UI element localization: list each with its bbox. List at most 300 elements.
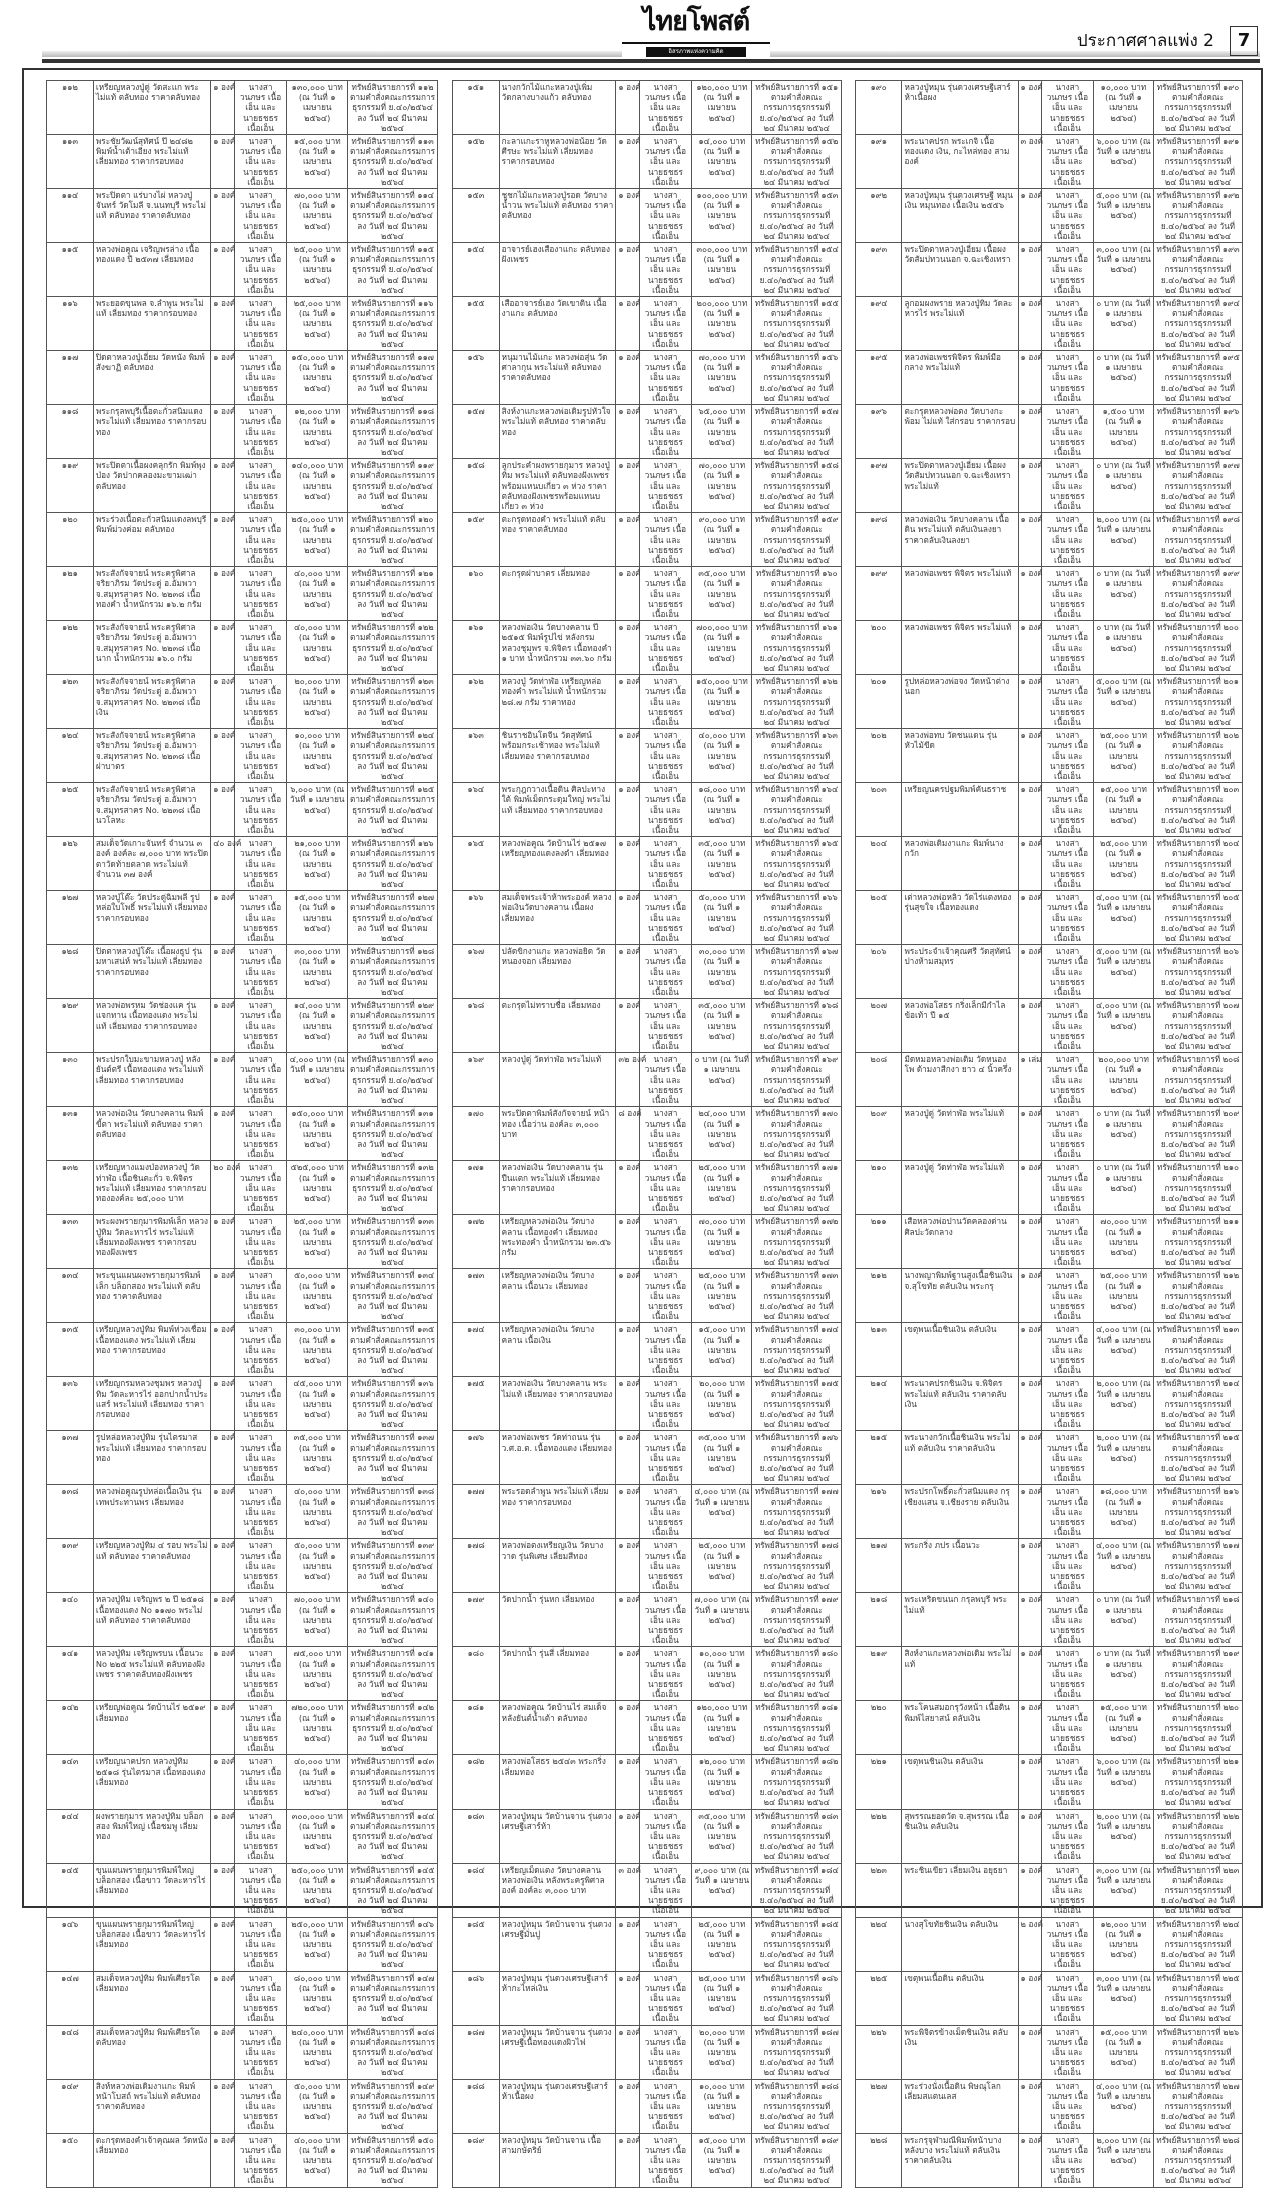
item-reference: [348, 459, 438, 513]
ref-item-number: ๑๑๗: [417, 352, 434, 363]
item-quantity: ๑ องค์: [211, 783, 234, 837]
item-quantity: ๑ องค์: [211, 621, 234, 675]
ref-item-number: ๒๐๔: [1222, 838, 1240, 849]
price-value: ๒๕,๐๐๐: [698, 1162, 728, 1173]
item-description: วัดปากน้ำ รุ่นหก เลี่ยมทอง: [499, 1593, 616, 1647]
item-quantity: ๑ องค์: [211, 135, 234, 189]
price-date: บาท (ณ วันที่ ๑ เมษายน ๒๕๖๔): [298, 190, 341, 231]
price-value: ๒๕,๐๐๐: [698, 1972, 728, 1983]
ref-item-number: ๑๔๓: [417, 1756, 435, 1767]
price-date: บาท (ณ วันที่ ๑ เมษายน ๒๕๖๔): [703, 568, 746, 609]
item-reference: [752, 1485, 842, 1539]
item-price: [692, 405, 752, 459]
item-reference: [1153, 1647, 1242, 1701]
price-value: ๒๕,๐๐๐: [293, 298, 323, 309]
item-description: พระโคนสมอกรุวังหน้า เนื้อดิน พิมพ์ไสยาสน์ ตลับเงิน: [902, 1701, 1018, 1755]
item-description: หลวงพ่อโสธร กริ่งเล็กมีกำไลข้อเท้า ปี ๑๕: [902, 999, 1018, 1053]
item-quantity: ๑ องค์: [1018, 1377, 1041, 1431]
item-reference: [752, 1755, 842, 1809]
item-description: หลวงปู่โต๊ะ วัดประดู่ฉิมพลี รูปหล่อใบโพธิ์ พระไม่แท้ เลี่ยมทอง ราคากรอบทอง: [93, 891, 210, 945]
price-date: บาท (ณ วันที่ ๑ เมษายน ๒๕๖๔): [703, 784, 746, 825]
table-row: [47, 1215, 438, 1269]
item-description: สมเด็จพระเจ้าห้าพระองค์ หลวงพ่อเงินวัดบางคลาน เนื้อผง เลี่ยมทอง: [499, 891, 616, 945]
item-description: ตะกรุดไม่ทราบชื่อ เลี่ยมทอง: [499, 999, 616, 1053]
item-price: [692, 1269, 752, 1323]
item-holder: นางสาวนภษร เนื้อเอ็น และ นายธชธร เนื้อเอ็น: [639, 243, 692, 297]
item-number: ๑๓๕: [47, 1323, 94, 1377]
ref-prefix: ทรัพย์สินรายการที่: [350, 1702, 418, 1713]
ref-item-number: ๑๗๒: [821, 1216, 839, 1227]
item-quantity: ๑ องค์: [1018, 81, 1041, 135]
ref-prefix: ทรัพย์สินรายการที่: [754, 460, 822, 471]
item-reference: [752, 567, 842, 621]
item-price: [692, 621, 752, 675]
item-price: [1093, 1107, 1153, 1161]
item-quantity: ๑ องค์: [211, 297, 234, 351]
table-row: [856, 783, 1243, 837]
price-value: ๒๐๐,๐๐๐: [696, 298, 730, 309]
ref-prefix: ทรัพย์สินรายการที่: [1156, 568, 1223, 579]
item-number: ๒๐๗: [856, 999, 902, 1053]
item-number: ๑๗๑: [453, 1161, 500, 1215]
table-row: [453, 1485, 842, 1539]
price-date: บาท (ณ วันที่ ๑ เมษายน ๒๕๖๔): [703, 1000, 746, 1041]
ref-item-number: ๑๓๑: [417, 1108, 434, 1119]
item-price: [692, 351, 752, 405]
ref-prefix: ทรัพย์สินรายการที่: [1156, 1216, 1224, 1227]
item-quantity: ๑ องค์: [211, 729, 234, 783]
ref-item-number: ๑๒๒: [417, 622, 434, 633]
ref-prefix: ทรัพย์สินรายการที่: [350, 1324, 418, 1335]
item-price: [287, 837, 348, 891]
item-description: พระสังกัจจายน์ พระครูพิศาลจริยาภิรม วัดประดู่ อ.อัมพวา จ.สมุทรสาคร No. ๒๒๓๘ เนื้อเงิน: [93, 675, 210, 729]
price-date: บาท (ณ วันที่ ๑ เมษายน ๒๕๖๔): [1101, 1108, 1151, 1139]
ref-order: ตามคำสั่งคณะกรรมการธุรกรรมที่ ย.๔๐/๒๕๖๔ ลง วันที่ ๒๔ มีนาคม ๒๕๖๔: [759, 1550, 834, 1592]
item-reference: [1153, 999, 1242, 1053]
item-description: ตะกรุดทองคำเจ้าคุณผล วัดหนัง เลี่ยมทอง: [93, 2133, 210, 2187]
item-price: [287, 675, 348, 729]
item-reference: [348, 945, 438, 999]
ref-order: ตามคำสั่งคณะกรรมการธุรกรรมที่ ย.๔๐/๒๕๖๔ ลง วันที่ ๒๔ มีนาคม ๒๕๖๔: [759, 1712, 834, 1754]
table-row: [453, 2079, 842, 2133]
item-number: ๑๘๒: [453, 1755, 500, 1809]
item-holder: นางสาวนภษร เนื้อเอ็น และ นายธชธร เนื้อเอ็น: [1041, 1323, 1093, 1377]
ref-item-number: ๑๕๓: [821, 190, 839, 201]
ref-item-number: ๑๔๕: [416, 1864, 435, 1875]
item-reference: [1153, 1323, 1242, 1377]
item-reference: [1153, 729, 1242, 783]
ref-item-number: ๒๑๐: [1223, 1162, 1239, 1173]
ref-prefix: ทรัพย์สินรายการที่: [1156, 1054, 1223, 1065]
item-holder: นางสาวนภษร เนื้อเอ็น และ นายธชธร เนื้อเอ็น: [234, 1539, 287, 1593]
item-description: หลวงพ่อคูณ เจริญพรล่าง เนื้อทองแดง ปี ๒๕๓๗ เลี่ยมทอง: [93, 243, 210, 297]
item-reference: [752, 2079, 842, 2133]
item-price: [287, 189, 348, 243]
item-reference: [348, 1701, 438, 1755]
item-description: เหรียญนาคปรก หลวงปู่ทิม ๒๕๑๘ รุ่นไตรมาส เนื้อทองแดง เลี่ยมทอง: [93, 1755, 210, 1809]
item-reference: [348, 567, 438, 621]
item-price: [1093, 459, 1153, 513]
ref-order: ตามคำสั่งคณะกรรมการธุรกรรมที่ ย.๔๐/๒๕๖๔ ลง วันที่ ๒๔ มีนาคม ๒๕๖๔: [1160, 308, 1236, 349]
item-quantity: ๑ องค์: [616, 1161, 639, 1215]
price-date: บาท (ณ วันที่ ๑ เมษายน ๒๕๖๔): [1096, 1378, 1151, 1409]
ref-prefix: ทรัพย์สินรายการที่: [350, 784, 418, 795]
item-description: หลวงปู่หมุน รุ่นดวงเศรษฐี หมุนเงิน หมุนทอง เนื้อเงิน ๒๕๕๖: [902, 189, 1018, 243]
table-row: [856, 1809, 1243, 1863]
item-description: หลวงปู่หมุน วัดบ้านจาน รุ่นดวงเศรษฐีมั่นปู: [499, 1917, 616, 1971]
item-number: ๑๖๙: [453, 1053, 500, 1107]
item-quantity: ๑ องค์: [1018, 783, 1041, 837]
ref-order: ตามคำสั่งคณะกรรมการธุรกรรมที่ ย.๔๐/๒๕๖๔ ลง วันที่ ๒๔ มีนาคม ๒๕๖๔: [350, 1820, 435, 1862]
price-value: ๒๐,๐๐๐: [698, 1378, 727, 1389]
ref-order: ตามคำสั่งคณะกรรมการธุรกรรมที่ ย.๔๐/๒๕๖๔ ลง วันที่ ๒๔ มีนาคม ๒๕๖๔: [759, 146, 834, 187]
item-description: เหรียญหลวงพ่อเงิน วัดบางคลาน เนื้อเงิน: [499, 1323, 616, 1377]
price-date: บาท (ณ วันที่ ๑ เมษายน ๒๕๖๔): [703, 1918, 746, 1960]
price-date: บาท (ณ วันที่ ๑ เมษายน ๒๕๖๔): [1096, 1324, 1151, 1355]
ref-order: ตามคำสั่งคณะกรรมการธุรกรรมที่ ย.๔๐/๒๕๖๔ ลง วันที่ ๒๔ มีนาคม ๒๕๖๔: [350, 1388, 435, 1430]
item-number: ๑๗๘: [453, 1539, 500, 1593]
price-date: บาท (ณ วันที่ ๑ เมษายน ๒๕๖๔): [703, 82, 748, 123]
price-date: บาท (ณ วันที่ ๑ เมษายน ๒๕๖๔): [703, 1810, 746, 1852]
price-date: บาท (ณ วันที่ ๑ เมษายน ๒๕๖๔): [703, 460, 746, 501]
item-reference: [348, 1323, 438, 1377]
ref-item-number: ๑๘๘: [820, 2080, 839, 2091]
item-quantity: ๓ องค์: [616, 1863, 639, 1917]
masthead-divider: [42, 59, 1260, 63]
ref-item-number: ๑๔๖: [417, 1918, 434, 1929]
price-date: บาท (ณ วันที่ ๑ เมษายน ๒๕๖๔): [703, 622, 748, 663]
table-row: [453, 837, 842, 891]
item-number: ๑๗๗: [453, 1485, 500, 1539]
asset-table-3: [855, 80, 1243, 2188]
item-number: ๑๘๕: [453, 1917, 500, 1971]
ref-prefix: ทรัพย์สินรายการที่: [350, 1486, 418, 1497]
price-value: ๒๐,๐๐๐: [294, 676, 323, 687]
item-reference: [1153, 1809, 1242, 1863]
ref-prefix: ทรัพย์สินรายการที่: [1156, 1324, 1224, 1335]
item-reference: [348, 2025, 438, 2079]
price-value: ๔,๐๐๐: [1095, 1324, 1120, 1335]
ref-prefix: ทรัพย์สินรายการที่: [351, 1108, 418, 1119]
item-reference: [752, 1971, 842, 2025]
ref-order: ตามคำสั่งคณะกรรมการธุรกรรมที่ ย.๔๐/๒๕๖๔ ลง วันที่ ๒๔ มีนาคม ๒๕๖๔: [350, 1064, 435, 1106]
item-price: [287, 135, 348, 189]
item-description: พระร่วงเนื้อตะกั่วสนิมแดงลพบุรี พิมพ์ม่วงค่อม ตลับทอง: [93, 513, 210, 567]
price-value: ๑๐,๐๐๐: [294, 730, 323, 741]
item-description: พระสังกัจจายน์ พระครูพิศาลจริยาภิรม วัดประดู่ อ.อัมพวา จ.สมุทรสาคร No. ๒๒๓๘ เนื้อนาก น้ำหนักรวม ๑๖.๐ กรัม: [93, 621, 210, 675]
table-row: [47, 1701, 438, 1755]
ref-order: ตามคำสั่งคณะกรรมการธุรกรรมที่ ย.๔๐/๒๕๖๔ ลง วันที่ ๒๔ มีนาคม ๒๕๖๔: [759, 362, 834, 403]
item-description: หลวงพ่อพรหม วัดช่องแค รุ่นแจกทาน เนื้อทองแดง พระไม่แท้ เลี่ยมทอง ราคากรอบทอง: [93, 999, 210, 1053]
price-date: บาท (ณ วันที่ ๑ เมษายน ๒๕๖๔): [1096, 1810, 1151, 1841]
item-quantity: ๑ องค์: [616, 891, 639, 945]
table-row: [856, 1647, 1243, 1701]
item-quantity: ๑ องค์: [211, 81, 234, 135]
ref-item-number: ๒๐๗: [1222, 1000, 1240, 1011]
item-quantity: ๑ องค์: [616, 999, 639, 1053]
price-date: บาท (ณ วันที่ ๑ เมษายน ๒๕๖๔): [703, 1270, 746, 1311]
ref-order: ตามคำสั่งคณะกรรมการธุรกรรมที่ ย.๔๐/๒๕๖๔ ลง วันที่ ๒๔ มีนาคม ๒๕๖๔: [1160, 1064, 1236, 1106]
ref-order: ตามคำสั่งคณะกรรมการธุรกรรมที่ ย.๔๐/๒๕๖๔ ลง วันที่ ๒๔ มีนาคม ๒๕๖๔: [350, 1496, 435, 1538]
price-value: ๔,๐๐๐: [289, 1054, 314, 1065]
item-holder: นางสาวนภษร เนื้อเอ็น และ นายธชธร เนื้อเอ็น: [234, 945, 287, 999]
table-row: [856, 1539, 1243, 1593]
table-row: [453, 1647, 842, 1701]
item-description: เขตุพนเนื้อชินเงิน ตลับเงิน: [902, 1323, 1018, 1377]
item-price: [1093, 2079, 1153, 2133]
price-value: ๑๒๐,๐๐๐: [696, 1702, 730, 1713]
item-number: ๒๑๕: [856, 1431, 902, 1485]
ref-prefix: ทรัพย์สินรายการที่: [350, 1810, 417, 1821]
item-quantity: ๑ องค์: [616, 1377, 639, 1431]
price-date: บาท (ณ วันที่ ๑ เมษายน ๒๕๖๔): [298, 244, 341, 285]
ref-order: ตามคำสั่งคณะกรรมการธุรกรรมที่ ย.๔๐/๒๕๖๔ ลง วันที่ ๒๔ มีนาคม ๒๕๖๔: [350, 470, 435, 511]
item-price: [692, 513, 752, 567]
price-value: ๐: [1096, 1162, 1102, 1173]
price-value: ๖,๐๐๐: [290, 784, 314, 795]
item-number: ๒๑๒: [856, 1269, 902, 1323]
table-row: [47, 297, 438, 351]
ref-order: ตามคำสั่งคณะกรรมการธุรกรรมที่ ย.๔๐/๒๕๖๔ ลง วันที่ ๒๔ มีนาคม ๒๕๖๔: [1160, 92, 1236, 133]
table-row: [453, 999, 842, 1053]
ref-prefix: ทรัพย์สินรายการที่: [351, 460, 418, 471]
ref-order: ตามคำสั่งคณะกรรมการธุรกรรมที่ ย.๔๐/๒๕๖๔ ลง วันที่ ๒๔ มีนาคม ๒๕๖๔: [759, 1604, 834, 1646]
item-number: ๑๔๑: [47, 1647, 94, 1701]
item-description: หลวงปู่ดู่ วัดท่าฬ่อ พระไม่แท้: [902, 1107, 1018, 1161]
price-date: บาท (ณ วันที่ ๑ เมษายน ๒๕๖๔): [1105, 1486, 1147, 1528]
item-description: พระประจำเจ้าคุณศรี วัดสุทัศน์ ปางห้ามสมุทร: [902, 945, 1018, 999]
ref-order: ตามคำสั่งคณะกรรมการธุรกรรมที่ ย.๔๐/๒๕๖๔ ลง วันที่ ๒๔ มีนาคม ๒๕๖๔: [350, 1658, 435, 1700]
price-value: ๑๕,๐๐๐: [293, 136, 323, 147]
item-holder: นางสาวนภษร เนื้อเอ็น และ นายธชธร เนื้อเอ็น: [234, 81, 287, 135]
ref-order: ตามคำสั่งคณะกรรมการธุรกรรมที่ ย.๔๐/๒๕๖๔ ลง วันที่ ๒๔ มีนาคม ๒๕๖๔: [759, 1820, 834, 1862]
ref-order: ตามคำสั่งคณะกรรมการธุรกรรมที่ ย.๔๐/๒๕๖๔ ลง วันที่ ๒๔ มีนาคม ๒๕๖๔: [1160, 1334, 1236, 1376]
item-holder: นางสาวนภษร เนื้อเอ็น และ นายธชธร เนื้อเอ็น: [234, 135, 287, 189]
item-reference: [1153, 135, 1242, 189]
price-value: ๒๕,๐๐๐: [698, 1270, 728, 1281]
ref-item-number: ๑๓๗: [417, 1432, 435, 1443]
item-holder: นางสาวนภษร เนื้อเอ็น และ นายธชธร เนื้อเอ็น: [234, 459, 287, 513]
item-price: [692, 1809, 752, 1863]
item-holder: นางสาวนภษร เนื้อเอ็น และ นายธชธร เนื้อเอ็น: [1041, 675, 1093, 729]
item-holder: นางสาวนภษร เนื้อเอ็น และ นายธชธร เนื้อเอ็น: [234, 1863, 287, 1917]
item-quantity: ๑ องค์: [616, 1215, 639, 1269]
table-row: [453, 675, 842, 729]
item-number: ๒๑๖: [856, 1485, 902, 1539]
ref-order: ตามคำสั่งคณะกรรมการธุรกรรมที่ ย.๔๐/๒๕๖๔ ลง วันที่ ๒๔ มีนาคม ๒๕๖๔: [1160, 902, 1236, 944]
item-number: ๒๑๔: [856, 1377, 902, 1431]
ref-prefix: ทรัพย์สินรายการที่: [1156, 1702, 1224, 1713]
price-value: ๔,๐๐๐: [1095, 1540, 1120, 1551]
item-number: ๑๑๕: [47, 243, 94, 297]
item-holder: นางสาวนภษร เนื้อเอ็น และ นายธชธร เนื้อเอ็น: [234, 1431, 287, 1485]
table-row: [453, 1377, 842, 1431]
item-price: [1093, 837, 1153, 891]
ref-prefix: ทรัพย์สินรายการที่: [1157, 676, 1224, 687]
item-number: ๑๒๗: [47, 891, 94, 945]
item-holder: นางสาวนภษร เนื้อเอ็น และ นายธชธร เนื้อเอ็น: [1041, 1107, 1093, 1161]
item-number: ๒๐๓: [856, 783, 902, 837]
item-reference: [752, 405, 842, 459]
table-row: [47, 189, 438, 243]
item-price: [287, 1269, 348, 1323]
ref-order: ตามคำสั่งคณะกรรมการธุรกรรมที่ ย.๔๐/๒๕๖๔ ลง วันที่ ๒๔ มีนาคม ๒๕๖๔: [759, 524, 834, 565]
price-value: ๑๕๐,๐๐๐: [695, 676, 730, 687]
price-date: บาท (ณ วันที่ ๑ เมษายน ๒๕๖๔): [703, 676, 748, 717]
item-quantity: ๑ องค์: [616, 1593, 639, 1647]
table-row: [47, 1809, 438, 1863]
price-value: ๑๒,๐๐๐: [698, 1756, 728, 1767]
item-description: นางพญาพิมพ์ฐานสูงเนื้อชินเงิน จ.สุโขทัย ตลับเงิน พระกรุ: [902, 1269, 1018, 1323]
price-value: ๓๕,๐๐๐: [698, 568, 728, 579]
ref-order: ตามคำสั่งคณะกรรมการธุรกรรมที่ ย.๔๐/๒๕๖๔ ลง วันที่ ๒๔ มีนาคม ๒๕๖๔: [759, 1496, 834, 1538]
ref-prefix: ทรัพย์สินรายการที่: [1157, 946, 1224, 957]
item-quantity: ๑ องค์: [1018, 1215, 1041, 1269]
item-holder: นางสาวนภษร เนื้อเอ็น และ นายธชธร เนื้อเอ็น: [1041, 243, 1093, 297]
price-value: ๒๕,๐๐๐: [293, 244, 323, 255]
ref-item-number: ๑๔๙: [416, 2080, 435, 2091]
price-value: ๗,๐๐๐: [694, 1594, 719, 1605]
item-quantity: ๑ องค์: [616, 1755, 639, 1809]
item-number: ๑๔๗: [47, 1971, 94, 2025]
item-description: สมเด็จหลวงปู่ทิม พิมพ์เศียรโต เลี่ยมทอง: [93, 1971, 210, 2025]
item-holder: นางสาวนภษร เนื้อเอ็น และ นายธชธร เนื้อเอ็น: [234, 513, 287, 567]
price-value: ๒๕,๐๐๐: [698, 1918, 728, 1929]
item-number: ๑๕๗: [453, 405, 500, 459]
item-description: พระพิจิตรข้างเม็ดชินเงิน ตลับเงิน: [902, 2025, 1018, 2079]
ref-order: ตามคำสั่งคณะกรรมการธุรกรรมที่ ย.๔๐/๒๕๖๔ ลง วันที่ ๒๔ มีนาคม ๒๕๖๔: [1160, 2090, 1236, 2132]
item-reference: [348, 1215, 438, 1269]
price-date: บาท (ณ วันที่ ๑ เมษายน ๒๕๖๔): [694, 1486, 750, 1517]
price-date: บาท (ณ วันที่ ๑ เมษายน ๒๕๖๔): [298, 298, 341, 339]
ref-item-number: ๑๔๔: [416, 1810, 435, 1821]
price-value: ๖,๐๐๐: [1096, 136, 1120, 147]
ref-order: ตามคำสั่งคณะกรรมการธุรกรรมที่ ย.๔๐/๒๕๖๔ ลง วันที่ ๒๔ มีนาคม ๒๕๖๔: [1160, 1658, 1236, 1700]
price-value: ๒๕,๐๐๐: [1099, 1270, 1130, 1281]
table-row: [47, 1917, 438, 1971]
price-date: บาท (ณ วันที่ ๑ เมษายน ๒๕๖๔): [703, 730, 746, 771]
item-holder: นางสาวนภษร เนื้อเอ็น และ นายธชธร เนื้อเอ็น: [234, 1701, 287, 1755]
item-holder: นางสาวนภษร เนื้อเอ็น และ นายธชธร เนื้อเอ็น: [234, 1161, 287, 1215]
item-number: ๑๒๔: [47, 729, 94, 783]
item-description: หลวงปู่หมุน รุ่นดวงเศรษฐีเสาร์ห้ากะไหล่เงิน: [499, 1971, 616, 2025]
item-reference: [348, 297, 438, 351]
item-price: [1093, 945, 1153, 999]
item-reference: [1153, 1755, 1242, 1809]
item-price: [1093, 1971, 1153, 2025]
ref-prefix: ทรัพย์สินรายการที่: [1156, 1000, 1223, 1011]
item-reference: [752, 1593, 842, 1647]
item-description: ชูชกไม้แกะหลวงปู่รอด วัดบางน้ำวน พระไม่แท้ ตลับทอง ราคาตลับทอง: [499, 189, 616, 243]
item-number: ๑๗๕: [453, 1377, 500, 1431]
asset-table-2: [452, 80, 842, 2188]
table-row: [47, 1863, 438, 1917]
price-value: ๗๐๐,๐๐๐: [696, 622, 730, 633]
item-price: [287, 2079, 348, 2133]
ref-prefix: ทรัพย์สินรายการที่: [351, 244, 418, 255]
item-number: ๑๕๒: [453, 135, 500, 189]
price-date: บาท (ณ วันที่ ๑ เมษายน ๒๕๖๔): [298, 406, 341, 447]
ref-order: ตามคำสั่งคณะกรรมการธุรกรรมที่ ย.๔๐/๒๕๖๔ ลง วันที่ ๒๔ มีนาคม ๒๕๖๔: [1160, 254, 1236, 295]
item-description: เหรียญหลวงปู่ทิม พิมพ์ห่วงเชื่อม เนื้อทองแดง พระไม่แท้ เลี่ยมทอง ราคากรอบทอง: [93, 1323, 210, 1377]
ref-item-number: ๑๘๗: [821, 2026, 839, 2037]
item-holder: นางสาวนภษร เนื้อเอ็น และ นายธชธร เนื้อเอ็น: [234, 2079, 287, 2133]
ref-order: ตามคำสั่งคณะกรรมการธุรกรรมที่ ย.๔๐/๒๕๖๔ ลง วันที่ ๒๔ มีนาคม ๒๕๖๔: [350, 632, 435, 673]
item-holder: นางสาวนภษร เนื้อเอ็น และ นายธชธร เนื้อเอ็น: [639, 459, 692, 513]
price-date: บาท (ณ วันที่ ๑ เมษายน ๒๕๖๔): [298, 514, 344, 555]
ref-item-number: ๒๐๖: [1223, 946, 1239, 957]
table-row: [47, 1971, 438, 2025]
table-row: [47, 405, 438, 459]
ref-order: ตามคำสั่งคณะกรรมการธุรกรรมที่ ย.๔๐/๒๕๖๔ ลง วันที่ ๒๔ มีนาคม ๒๕๖๔: [759, 1442, 834, 1484]
ref-item-number: ๑๖๐: [822, 568, 838, 579]
item-price: [692, 1593, 752, 1647]
price-date: บาท (ณ วันที่ ๑ เมษายน ๒๕๖๔): [699, 1054, 750, 1085]
price-date: บาท (ณ วันที่ ๑ เมษายน ๒๕๖๔): [1105, 1270, 1147, 1311]
item-quantity: ๑ องค์: [1018, 1161, 1041, 1215]
item-description: สิงห์งาแกะหลวงพ่อเดิม พระไม่แท้: [902, 1647, 1018, 1701]
item-number: ๑๗๔: [453, 1323, 500, 1377]
item-holder: นางสาวนภษร เนื้อเอ็น และ นายธชธร เนื้อเอ็น: [639, 1269, 692, 1323]
price-value: ๔,๐๐๐: [1095, 892, 1120, 903]
item-price: [1093, 675, 1153, 729]
item-reference: [752, 189, 842, 243]
ref-prefix: ทรัพย์สินรายการที่: [351, 82, 418, 92]
price-value: ๑๕,๐๐๐: [1100, 1702, 1130, 1713]
item-quantity: ๑ องค์: [211, 1917, 234, 1971]
item-price: [1093, 1215, 1153, 1269]
item-price: [692, 81, 752, 135]
item-description: เหรียญกรมหลวงชุมพร หลวงปู่ทิม วัดละหารไร่ ออกปากน้ำประแสร์ พระไม่แท้ เลี่ยมทอง ราคากรอบทอง: [93, 1377, 210, 1431]
item-number: ๑๗๙: [453, 1593, 500, 1647]
ref-prefix: ทรัพย์สินรายการที่: [755, 676, 822, 687]
item-number: ๒๒๐: [856, 1701, 902, 1755]
price-date: บาท (ณ วันที่ ๑ เมษายน ๒๕๖๔): [703, 352, 746, 393]
item-price: [287, 1107, 348, 1161]
table-row: [856, 2025, 1243, 2079]
item-reference: [348, 1431, 438, 1485]
table-row: [453, 1809, 842, 1863]
ref-item-number: ๑๙๘: [1222, 514, 1240, 525]
item-description: พระสังกัจจายน์ พระครูพิศาลจริยาภิรม วัดประดู่ อ.อัมพวา จ.สมุทรสาคร No. ๒๒๓๘ เนื้อฝาบาตร: [93, 729, 210, 783]
price-date: บาท (ณ วันที่ ๑ เมษายน ๒๕๖๔): [298, 2080, 341, 2122]
item-holder: นางสาวนภษร เนื้อเอ็น และ นายธชธร เนื้อเอ็น: [1041, 2079, 1093, 2133]
price-value: ๓๐๐,๐๐๐: [291, 1810, 325, 1821]
item-number: ๑๖๕: [453, 837, 500, 891]
item-price: [1093, 405, 1153, 459]
item-holder: นางสาวนภษร เนื้อเอ็น และ นายธชธร เนื้อเอ็น: [234, 891, 287, 945]
item-number: ๑๙๙: [856, 567, 902, 621]
table-row: [47, 621, 438, 675]
item-holder: นางสาวนภษร เนื้อเอ็น และ นายธชธร เนื้อเอ็น: [639, 1701, 692, 1755]
item-description: พระกริ่ง ภปร เนื้อนวะ: [902, 1539, 1018, 1593]
ref-order: ตามคำสั่งคณะกรรมการธุรกรรมที่ ย.๔๐/๒๕๖๔ ลง วันที่ ๒๔ มีนาคม ๒๕๖๔: [759, 1064, 834, 1106]
item-quantity: ๑ องค์: [211, 1269, 234, 1323]
ref-order: ตามคำสั่งคณะกรรมการธุรกรรมที่ ย.๔๐/๒๕๖๔ ลง วันที่ ๒๔ มีนาคม ๒๕๖๔: [350, 1874, 435, 1916]
ref-order: ตามคำสั่งคณะกรรมการธุรกรรมที่ ย.๔๐/๒๕๖๔ ลง วันที่ ๒๔ มีนาคม ๒๕๖๔: [1160, 686, 1236, 727]
item-reference: [1153, 891, 1242, 945]
item-holder: นางสาวนภษร เนื้อเอ็น และ นายธชธร เนื้อเอ็น: [1041, 891, 1093, 945]
price-value: ๗๐,๐๐๐: [698, 1216, 728, 1227]
ref-item-number: ๑๓๕: [417, 1324, 435, 1335]
item-description: หลวงปู่หมุน รุ่นดวงเศรษฐีเสาร์ห้าเนื้อผง: [902, 81, 1018, 135]
item-holder: นางสาวนภษร เนื้อเอ็น และ นายธชธร เนื้อเอ็น: [1041, 945, 1093, 999]
price-value: ๑๘,๐๐๐: [698, 784, 728, 795]
ref-prefix: ทรัพย์สินรายการที่: [351, 1054, 418, 1065]
item-holder: นางสาวนภษร เนื้อเอ็น และ นายธชธร เนื้อเอ็น: [639, 891, 692, 945]
table-row: [856, 837, 1243, 891]
item-quantity: ๑ องค์: [1018, 1809, 1041, 1863]
